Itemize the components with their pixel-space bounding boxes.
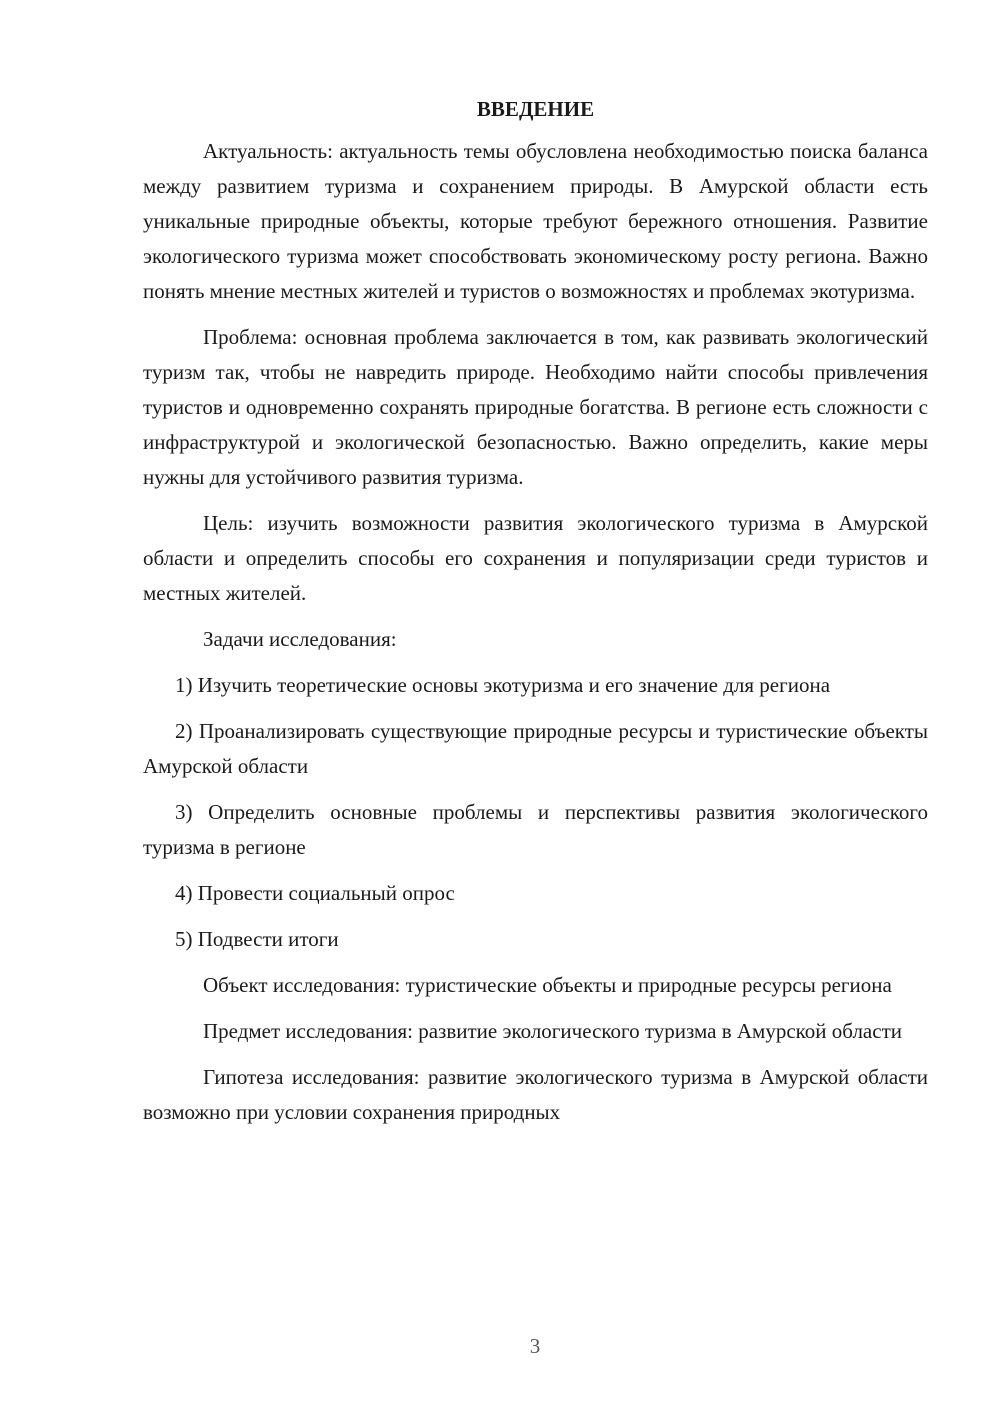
task-item-5: 5) Подвести итоги <box>175 927 339 951</box>
task-item-1: 1) Изучить теоретические основы экотуризма и его значение для региона <box>175 673 831 697</box>
paragraph-hypothesis: Гипотеза исследования: развитие экологического туризма в Амурской области возможно при условии сохранения природных <box>143 1065 928 1124</box>
document-title: ВВЕДЕНИЕ <box>476 97 595 121</box>
task-item-3: 3) Определить основные проблемы и перспективы развития экологического туризма в регионе <box>143 800 928 859</box>
paragraph-tasks-heading: Задачи исследования: <box>203 627 397 651</box>
paragraph-object: Объект исследования: туристические объекты и природные ресурсы региона <box>203 973 892 997</box>
document-page <box>143 92 928 1141</box>
paragraph-subject: Предмет исследования: развитие экологического туризма в Амурской области <box>203 1019 902 1043</box>
paragraph-problem: Проблема: основная проблема заключается в том, как развивать экологический туризм так, чтобы не навредить природе. Необходимо найти способы привлечения туристов и одновременно сохранять природные богатства. В регионе есть сложности с инфраструктурой и экологической безопасностью. Важно определить, какие меры нужны для устойчивого развития туризма. <box>143 325 928 489</box>
paragraph-goal: Цель: изучить возможности развития экологического туризма в Амурской области и определить способы его сохранения и популяризации среди туристов и местных жителей. <box>143 511 928 605</box>
page-number: 3 <box>529 1334 541 1358</box>
paragraph-relevance: Актуальность: актуальность темы обусловлена необходимостью поиска баланса между развитием туризма и сохранением природы. В Амурской области есть уникальные природные объекты, которые требуют бережного отношения. Развитие экологического туризма может способствовать экономическому росту региона. Важно понять мнение местных жителей и туристов о возможностях и проблемах экотуризма. <box>143 139 928 303</box>
task-item-2: 2) Проанализировать существующие природные ресурсы и туристические объекты Амурской области <box>143 719 928 778</box>
task-item-4: 4) Провести социальный опрос <box>175 881 455 905</box>
